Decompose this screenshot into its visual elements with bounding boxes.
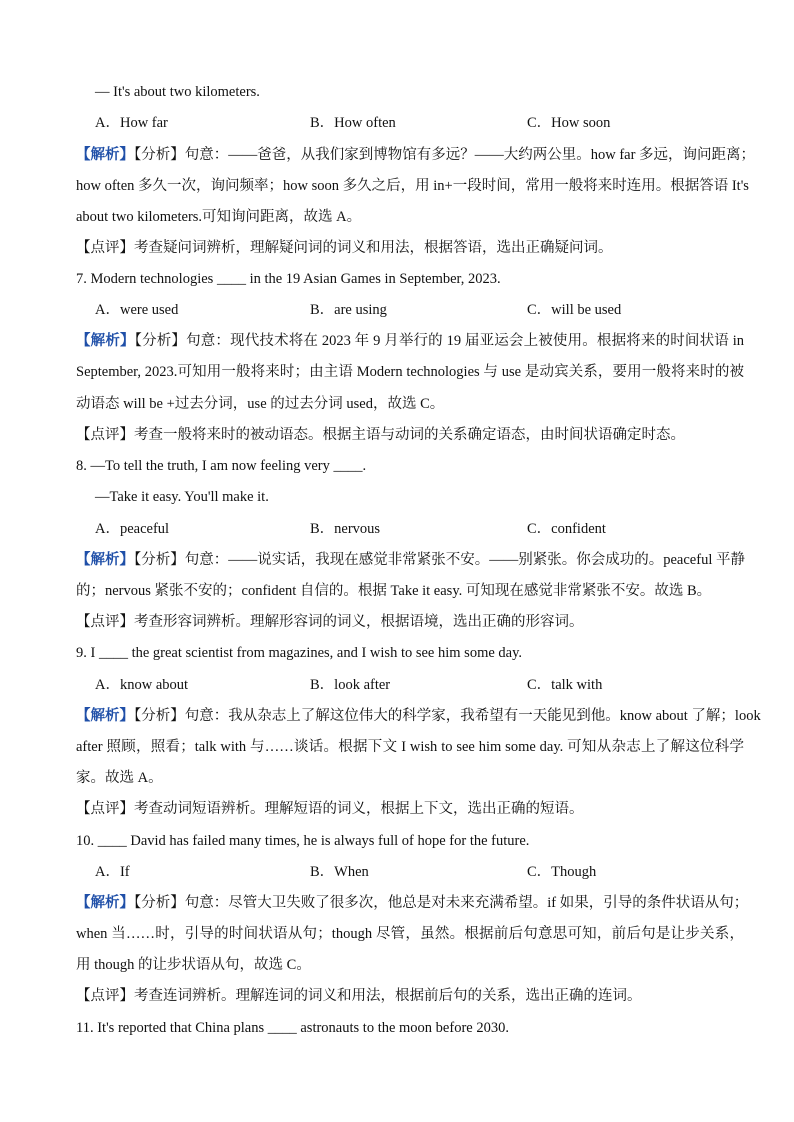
q10-analysis-line-2: when 当……时，引导的时间状语从句；though 尽管，虽然。根据前后句意思可知，前后句是让步关系，	[76, 926, 744, 942]
q9-analysis-line-3: 家。故选 A。	[76, 770, 163, 786]
q6-option-c: C．How soon	[527, 115, 611, 131]
q8-analysis-line-1: 【解析】【分析】句意：——说实话，我现在感觉非常紧张不安。——别紧张。你会成功的。peaceful 平静	[76, 552, 745, 568]
q8-option-c: C．confident	[527, 521, 606, 537]
analysis-tag: 【解析】	[76, 552, 134, 568]
q9-analysis-line-2: after 照顾，照看；talk with 与……谈话。根据下文 I wish to see him some day. 可知从杂志上了解这位科学	[76, 739, 744, 755]
analysis-tag: 【解析】	[76, 147, 134, 163]
q9-comment: 【点评】考查动词短语辨析。理解短语的词义，根据上下文，选出正确的短语。	[76, 801, 584, 817]
q10-analysis-line-1: 【解析】【分析】句意：尽管大卫失败了很多次，他总是对未来充满希望。if 如果，引导的条件状语从句；	[76, 895, 749, 911]
q7-option-a: A．were used	[95, 302, 179, 318]
q9-stem: 9. I ____ the great scientist from magazines, and I wish to see him some day.	[76, 645, 523, 661]
q6-option-b: B．How often	[310, 115, 396, 131]
q8-stem: 8. —To tell the truth, I am now feeling very ____.	[76, 458, 367, 474]
q7-option-b: B．are using	[310, 302, 387, 318]
q10-option-a: A．If	[95, 864, 130, 880]
q6-analysis-line-1: 【解析】【分析】句意：——爸爸，从我们家到博物馆有多远？——大约两公里。how far 多远，询问距离；	[76, 147, 756, 163]
q10-comment: 【点评】考查连词辨析。理解连词的词义和用法，根据前后句的关系，选出正确的连词。	[76, 988, 642, 1004]
q7-option-c: C．will be used	[527, 302, 622, 318]
q6-analysis-line-2: how often 多久一次，询问频率；how soon 多久之后，用 in+一段时间，常用一般将来时连用。根据答语 It's	[76, 178, 749, 194]
analysis-tag: 【解析】	[76, 333, 135, 349]
q6-analysis-line-3: about two kilometers.可知询问距离，故选 A。	[76, 209, 362, 225]
analysis-tag: 【解析】	[76, 895, 134, 911]
q8-answer-line: —Take it easy. You'll make it.	[95, 489, 269, 505]
q6-answer-line: — It's about two kilometers.	[95, 84, 260, 100]
q7-comment: 【点评】考查一般将来时的被动语态。根据主语与动词的关系确定语态，由时间状语确定时态。	[76, 427, 685, 443]
q8-option-b: B．nervous	[310, 521, 381, 537]
q10-option-c: C．Though	[527, 864, 597, 880]
q7-analysis-line-1: 【解析】【分析】句意：现代技术将在 2023 年 9 月举行的 19 届亚运会上被使用。根据将来的时间状语 in	[76, 333, 744, 349]
q8-option-a: A．peaceful	[95, 521, 170, 537]
q9-option-a: A．know about	[95, 677, 189, 693]
analysis-tag: 【解析】	[76, 708, 134, 724]
q9-analysis-line-1: 【解析】【分析】句意：我从杂志上了解这位伟大的科学家，我希望有一天能见到他。know about 了解；look	[76, 708, 761, 724]
q11-stem: 11. It's reported that China plans ____ astronauts to the moon before 2030.	[76, 1020, 509, 1036]
q10-option-b: B．When	[310, 864, 369, 880]
q8-analysis-line-2: 的；nervous 紧张不安的；confident 自信的。根据 Take it easy. 可知现在感觉非常紧张不安。故选 B。	[76, 583, 712, 599]
q7-analysis-line-2: September, 2023.可知用一般将来时；由主语 Modern technologies 与 use 是动宾关系，要用一般将来时的被	[76, 364, 744, 380]
q7-analysis-line-3: 动语态 will be +过去分词，use 的过去分词 used，故选 C。	[76, 396, 445, 412]
q6-option-a: A．How far	[95, 115, 168, 131]
q7-stem: 7. Modern technologies ____ in the 19 Asian Games in September, 2023.	[76, 271, 501, 287]
q10-stem: 10. ____ David has failed many times, he is always full of hope for the future.	[76, 833, 530, 849]
q6-comment: 【点评】考查疑问词辨析，理解疑问词的词义和用法，根据答语，选出正确疑问词。	[76, 240, 613, 256]
q8-comment: 【点评】考查形容词辨析。理解形容词的词义，根据语境，选出正确的形容词。	[76, 614, 584, 630]
q9-option-b: B．look after	[310, 677, 391, 693]
q9-option-c: C．talk with	[527, 677, 603, 693]
q10-analysis-line-3: 用 though 的让步状语从句，故选 C。	[76, 957, 311, 973]
